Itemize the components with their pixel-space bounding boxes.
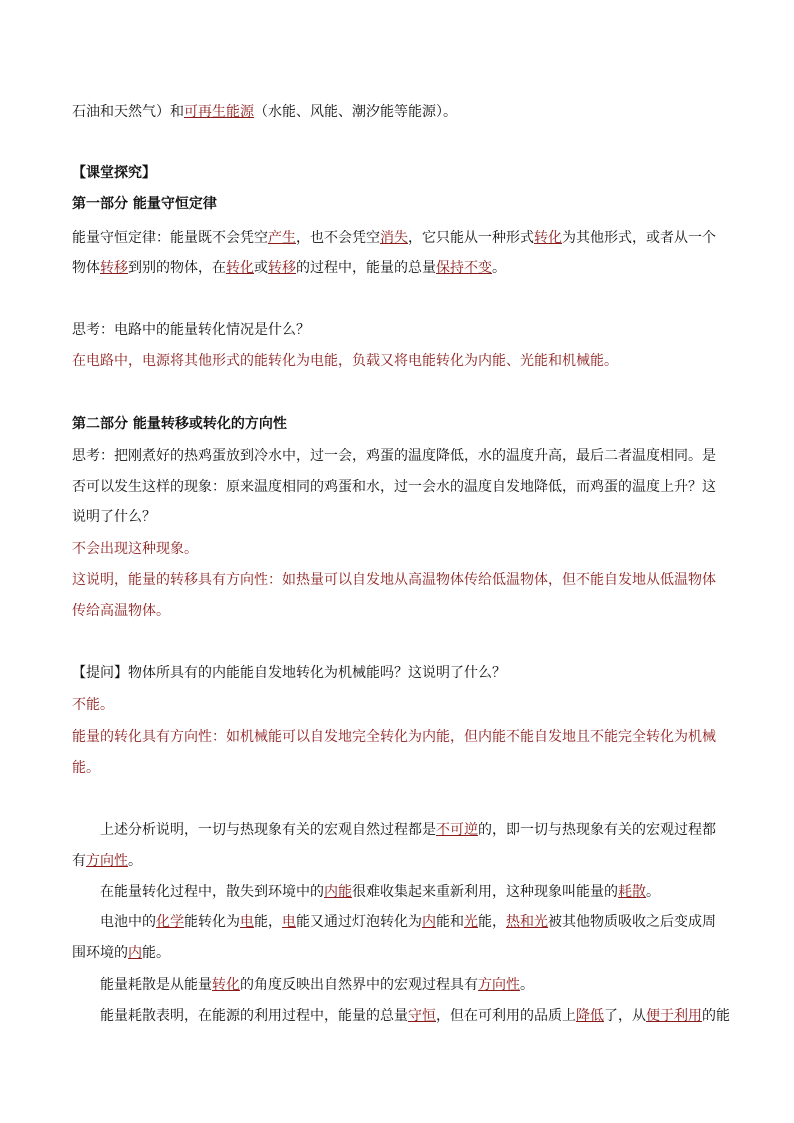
ask-answer-2: 能量的转化具有方向性：如机械能可以自发地完全转化为内能，但内能不能自发地且不能完全转化为机械 [72,729,716,745]
section-title: 【课堂探究】 [72,165,156,181]
answer-blank: 不可逆 [436,822,478,838]
answer-blank: 降低 [576,1008,604,1024]
text: 能， [478,914,506,930]
text: 。 [520,977,534,993]
answer-blank: 耗散 [618,884,646,900]
para1-line-2 [72,851,732,871]
text: 石油和天然气）和 [72,104,184,120]
text: 能又通过灯泡转化为 [296,914,422,930]
text: 电池中的 [100,914,156,930]
law-line-2 [72,258,732,278]
answer-blank: 方向性 [478,977,520,993]
para5-line [100,1006,732,1026]
text: ，但在可利用的品质上 [436,1008,576,1024]
text: 有 [72,853,86,869]
answer-renewable-energy: 可再生能源 [184,104,254,120]
text: 上述分析说明，一切与热现象有关的宏观自然过程都是 [100,822,436,838]
text: 的，即一切与热现象有关的宏观过程都 [478,822,716,838]
answer-blank: 守恒 [408,1008,436,1024]
para3-line-2 [72,943,732,963]
ask-answer-3: 能。 [72,760,100,776]
text: （水能、风能、潮汐能等能源）。 [254,104,457,120]
text: 或 [254,260,268,276]
text: 到别的物体，在 [128,260,226,276]
text: ，也不会凭空 [296,230,380,246]
answer-blank: 化学 [156,914,184,930]
answer-blank: 消失 [380,230,408,246]
law-line-1 [72,228,732,248]
text: 。 [646,884,660,900]
answer-blank: 保持不变 [436,260,492,276]
answer-blank: 热和光 [506,914,548,930]
text: 在能量转化过程中，散失到环境中的 [100,884,324,900]
text: 物体 [72,260,100,276]
think2-line-3: 说明了什么？ [72,509,156,525]
answer-blank: 转移 [100,260,128,276]
answer-blank: 电 [282,914,296,930]
answer-blank: 方向性 [86,853,128,869]
think2-answer-1: 不会出现这种现象。 [72,541,198,557]
think2-line-1: 思考：把刚煮好的热鸡蛋放到冷水中，过一会，鸡蛋的温度降低，水的温度升高，最后二者温度相同。是 [72,448,716,464]
think1-question: 思考：电路中的能量转化情况是什么？ [72,322,310,338]
para2-line [100,882,732,902]
para1-line-1 [100,820,732,840]
text: 能和 [436,914,464,930]
answer-blank: 转化 [212,977,240,993]
part2-title: 第二部分 能量转移或转化的方向性 [72,416,287,432]
think1-answer: 在电路中，电源将其他形式的能转化为电能，负载又将电能转化为内能、光能和机械能。 [72,353,618,369]
text: 为其他形式，或者从一个 [562,230,716,246]
text: 能量守恒定律：能量既不会凭空 [72,230,268,246]
answer-blank: 产生 [268,230,296,246]
text: 被其他物质吸收之后变成周 [548,914,716,930]
text: 。 [128,853,142,869]
answer-blank: 内 [422,914,436,930]
answer-blank: 内 [128,945,142,961]
text: 的能 [702,1008,730,1024]
text: 能， [254,914,282,930]
text: ，它只能从一种形式 [408,230,534,246]
answer-blank: 电 [240,914,254,930]
think2-line-2: 否可以发生这样的现象：原来温度相同的鸡蛋和水，过一会水的温度自发地降低，而鸡蛋的温度上升？这 [72,479,716,495]
answer-blank: 便于利用 [646,1008,702,1024]
para4-line [100,975,732,995]
answer-blank: 转化 [226,260,254,276]
answer-blank: 转化 [534,230,562,246]
text: 围环境的 [72,945,128,961]
part1-title: 第一部分 能量守恒定律 [72,196,217,212]
text: 能量耗散是从能量 [100,977,212,993]
text: 能。 [142,945,170,961]
answer-blank: 转移 [268,260,296,276]
ask-question: 【提问】物体所具有的内能能自发地转化为机械能吗？这说明了什么？ [72,665,506,681]
answer-blank: 内能 [324,884,352,900]
ask-answer-1: 不能。 [72,697,114,713]
think2-answer-2: 这说明，能量的转移具有方向性：如热量可以自发地从高温物体传给低温物体，但不能自发地从低温物体 [72,572,716,588]
think2-answer-3: 传给高温物体。 [72,603,170,619]
text: 能量耗散表明，在能源的利用过程中，能量的总量 [100,1008,408,1024]
intro-line [72,102,732,122]
answer-blank: 光 [464,914,478,930]
text: 很难收集起来重新利用，这种现象叫能量的 [352,884,618,900]
text: 。 [492,260,506,276]
text: 能转化为 [184,914,240,930]
text: 了，从 [604,1008,646,1024]
text: 的过程中，能量的总量 [296,260,436,276]
text: 的角度反映出自然界中的宏观过程具有 [240,977,478,993]
para3-line-1 [100,912,732,932]
